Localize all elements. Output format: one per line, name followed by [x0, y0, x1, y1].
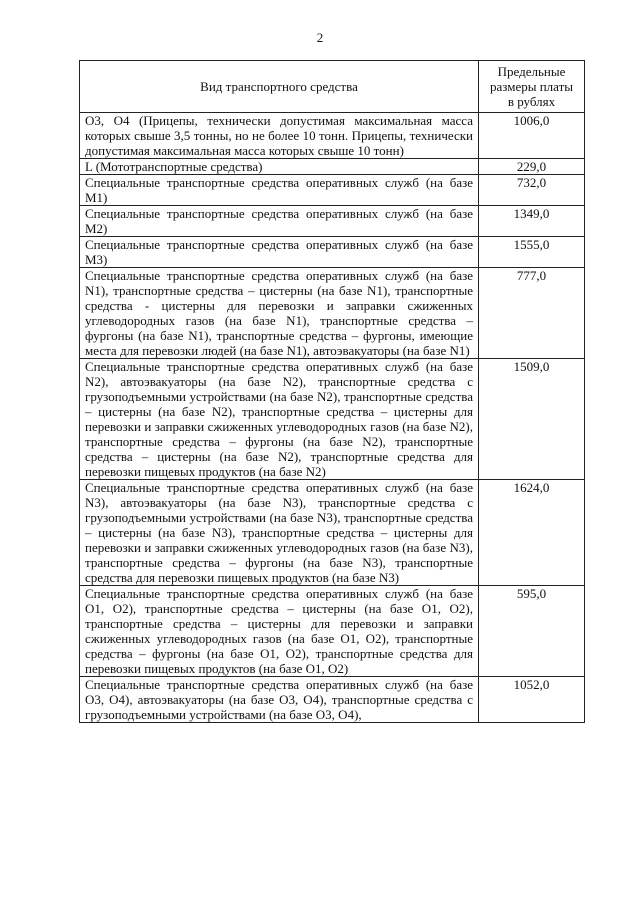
header-price-line: в рублях	[507, 94, 556, 109]
table-row	[80, 268, 585, 359]
table-row	[80, 159, 585, 175]
price-cell: 732,0	[479, 175, 585, 206]
table-row	[80, 586, 585, 677]
header-price-line: размеры платы	[490, 79, 573, 94]
price-cell: 1509,0	[479, 359, 585, 480]
fee-table	[79, 60, 585, 723]
price-cell: 1624,0	[479, 480, 585, 586]
header-price-line: Предельные	[497, 64, 566, 79]
vehicle-type-cell: Специальные транспортные средства оперативных служб (на базе N3), автоэвакуаторы (на базе N3), транспортные средства с грузоподъемными устройствами (на базе N3), транспортные средства – цистерны (на базе N3), транспортные средства – цистерны для перевозки и заправки сжиженных углеводородных газов (на базе N3), транспортные средства – фургоны (на базе N3), транспортные средства для перевозки пищевых продуктов (на базе N3)	[80, 480, 479, 586]
table-header-row	[80, 61, 585, 113]
header-vehicle-type: Вид транспортного средства	[80, 61, 479, 113]
vehicle-type-cell: Специальные транспортные средства оперативных служб (на базе М3)	[80, 237, 479, 268]
price-cell: 595,0	[479, 586, 585, 677]
vehicle-type-cell: О3, О4 (Прицепы, технически допустимая максимальная масса которых свыше 3,5 тонны, но не более 10 тонн. Прицепы, технически допустимая максимальная масса которых свыше 10 тонн)	[80, 113, 479, 159]
page-number: 2	[316, 30, 324, 45]
vehicle-type-cell: Специальные транспортные средства оперативных служб (на базе О1, О2), транспортные средства – цистерны (на базе О1, О2), транспортные средства – цистерны для перевозки и заправки сжиженных углеводородных газов (на базе О1, О2), транспортные средства – фургоны (на базе О1, О2), транспортные средства для перевозки пищевых продуктов (на базе О1, О2)	[80, 586, 479, 677]
table-row	[80, 113, 585, 159]
price-cell: 777,0	[479, 268, 585, 359]
price-cell: 1555,0	[479, 237, 585, 268]
vehicle-type-cell: Специальные транспортные средства оперативных служб (на базе N2), автоэвакуаторы (на базе N2), транспортные средства с грузоподъемными устройствами (на базе N2), транспортные средства – цистерны (на базе N2), транспортные средства – цистерны для перевозки и заправки сжиженных углеводородных газов (на базе N2), транспортные средства – фургоны (на базе N2), транспортные средства – цистерны (на базе N2), транспортные средства для перевозки пищевых продуктов (на базе N2)	[80, 359, 479, 480]
price-cell: 1349,0	[479, 206, 585, 237]
vehicle-type-cell: Специальные транспортные средства оперативных служб (на базе М2)	[80, 206, 479, 237]
vehicle-type-cell: L (Мототранспортные средства)	[80, 159, 479, 175]
header-price-limit	[479, 61, 585, 113]
table-row	[80, 175, 585, 206]
vehicle-type-cell: Специальные транспортные средства оперативных служб (на базе N1), транспортные средства – цистерны (на базе N1), транспортные средства - цистерны для перевозки и заправки сжиженных углеводородных газов (на базе N1), транспортные средства – фургоны (на базе N1), транспортные средства – фургоны, имеющие места для перевозки людей (на базе N1), автоэвакуаторы (на базе N1)	[80, 268, 479, 359]
table-row	[80, 359, 585, 480]
vehicle-type-cell: Специальные транспортные средства оперативных служб (на базе М1)	[80, 175, 479, 206]
price-cell: 229,0	[479, 159, 585, 175]
table-row	[80, 206, 585, 237]
price-cell: 1006,0	[479, 113, 585, 159]
table-row	[80, 677, 585, 723]
price-cell: 1052,0	[479, 677, 585, 723]
table-row	[80, 480, 585, 586]
vehicle-type-cell: Специальные транспортные средства оперативных служб (на базе О3, О4), автоэвакуаторы (на базе О3, О4), транспортные средства с грузоподъемными устройствами (на базе О3, О4),	[80, 677, 479, 723]
table-row	[80, 237, 585, 268]
